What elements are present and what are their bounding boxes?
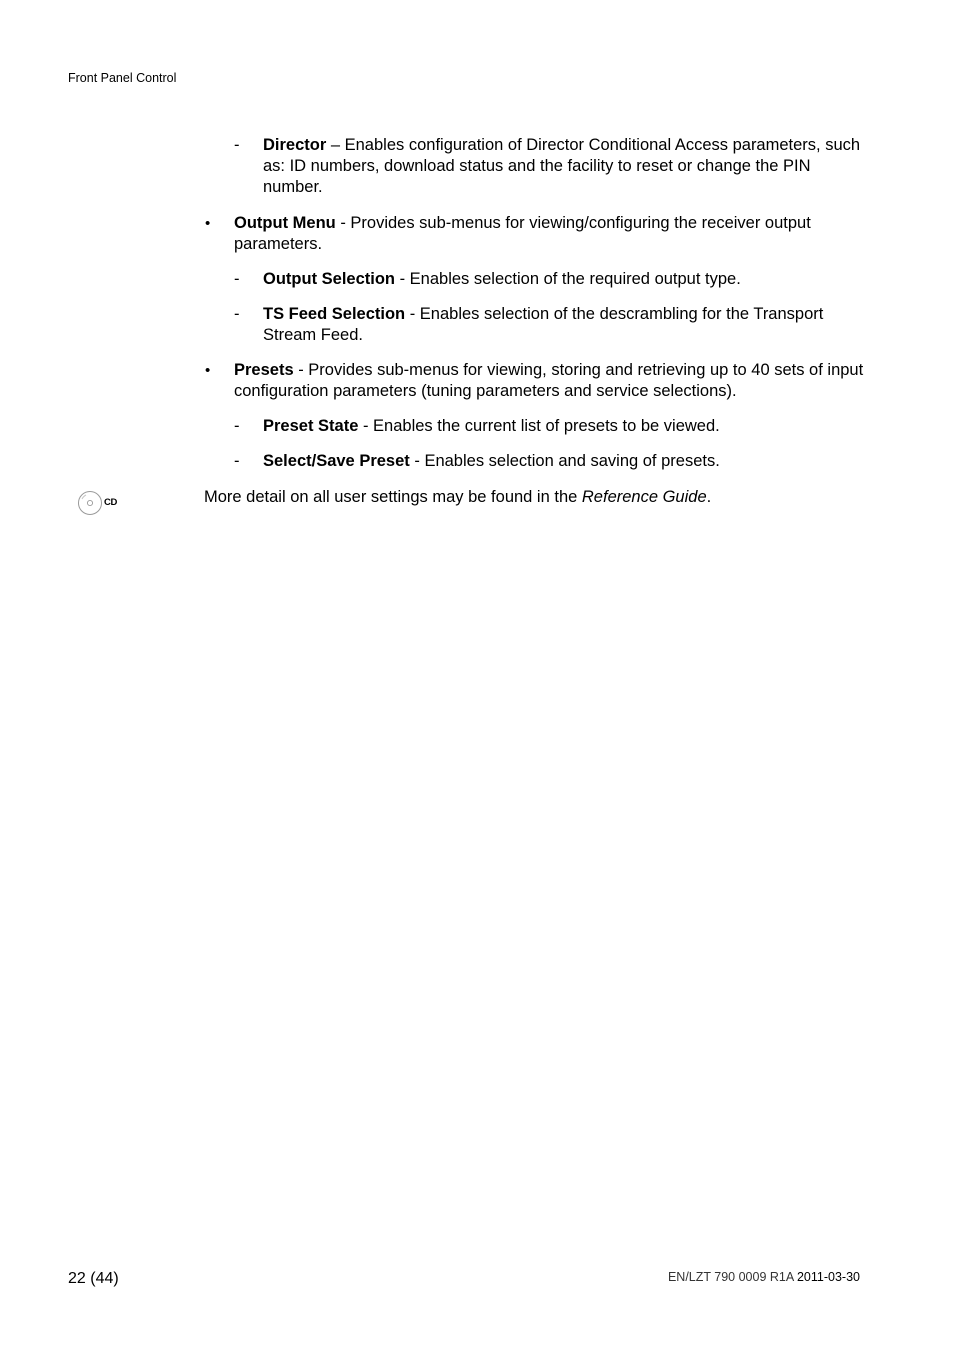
item-term: Preset State <box>263 417 359 435</box>
item-description: - Enables selection and saving of presets. <box>409 452 720 470</box>
item-term: Presets <box>234 361 294 379</box>
item-description: - Provides sub-menus for viewing, storing and retrieving up to 40 sets of input configuration parameters (tuning parameters and service selections). <box>234 361 864 400</box>
list-item-presets <box>204 360 864 402</box>
item-term: Output Selection <box>263 270 395 288</box>
running-header <box>68 71 176 85</box>
note-text: More detail on all user settings may be found in the <box>204 488 582 506</box>
item-term: TS Feed Selection <box>263 305 406 323</box>
note-text-end: . <box>706 488 712 506</box>
reference-guide-title: Reference Guide <box>581 488 707 506</box>
item-description: - Enables selection of the descrambling for the Transport Stream Feed. <box>263 305 824 344</box>
body-content <box>204 135 864 472</box>
list-item-director <box>204 135 864 198</box>
list-item-ts-feed-selection <box>204 304 864 346</box>
list-item-preset-state <box>204 416 864 437</box>
document-code: EN/LZT 790 0009 R1A <box>667 1270 794 1284</box>
item-term: Director <box>263 136 327 154</box>
item-description: - Enables selection of the required output type. <box>395 270 741 288</box>
dash-marker: - <box>234 270 240 288</box>
dash-marker: - <box>234 136 240 154</box>
item-term: Select/Save Preset <box>263 452 410 470</box>
cd-icon <box>77 490 121 516</box>
item-description: - Provides sub-menus for viewing/configuring the receiver output parameters. <box>234 214 811 253</box>
bullet-marker: • <box>205 215 211 232</box>
item-description: - Enables the current list of presets to be viewed. <box>358 417 720 435</box>
section-title: Front Panel Control <box>68 71 177 85</box>
item-term: Output Menu <box>234 214 336 232</box>
reference-note <box>204 487 884 508</box>
cd-icon-label: CD <box>104 497 118 508</box>
list-item-select-save-preset <box>204 451 864 472</box>
list-item-output-selection <box>204 269 864 290</box>
list-item-output-menu <box>204 213 864 255</box>
dash-marker: - <box>234 452 240 470</box>
dash-marker: - <box>234 417 240 435</box>
cd-disc-icon <box>77 490 103 516</box>
document-date: 2011-03-30 <box>796 1270 860 1284</box>
page-number: 22 (44) <box>68 1270 119 1287</box>
document-reference <box>668 1270 860 1284</box>
item-description: – Enables configuration of Director Conditional Access parameters, such as: ID numbers, download status and the facility to reset or change the PIN number. <box>263 136 861 196</box>
bullet-marker: • <box>205 362 211 379</box>
dash-marker: - <box>234 305 240 323</box>
